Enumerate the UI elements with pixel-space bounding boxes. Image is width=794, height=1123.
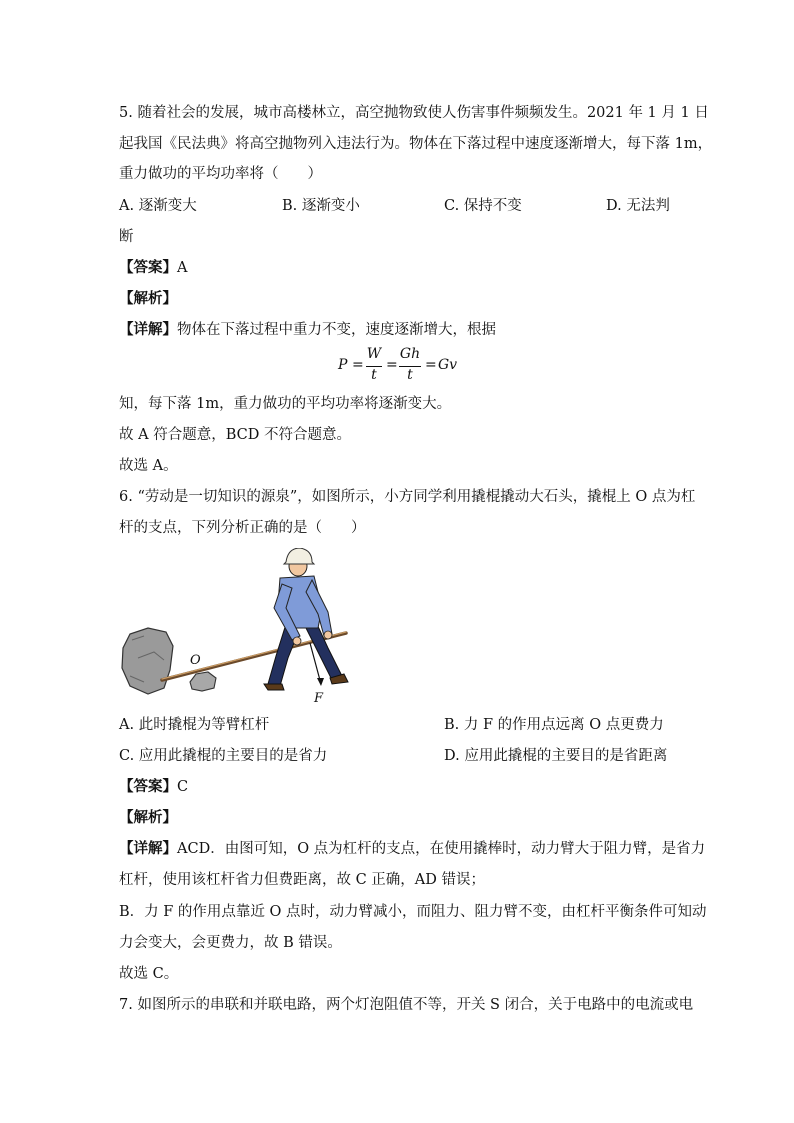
q6-line-1: 6. “劳动是一切知识的源泉”，如图所示，小方同学利用撬棍撬动大石头，撬棍上 O 点为杠 bbox=[119, 489, 696, 505]
power-formula bbox=[338, 346, 468, 386]
q6-detail-4: 力会变大，会更费力，故 B 错误。 bbox=[119, 935, 342, 951]
q6-analysis bbox=[119, 808, 177, 828]
q5-option-d-cont: 断 bbox=[119, 229, 134, 245]
q5-line-2: 起我国《民法典》将高空抛物列入违法行为。物体在下落过程中速度逐渐增大，每下落 1m， bbox=[119, 136, 713, 152]
q5-detail-3: 故 A 符合题意，BCD 不符合题意。 bbox=[119, 427, 351, 443]
formula-frac-gh-t bbox=[399, 346, 421, 386]
fulcrum-label-o: O bbox=[190, 653, 201, 668]
formula-eq-2: = bbox=[386, 357, 398, 373]
formula-t-1: t bbox=[371, 367, 377, 383]
q6-detail-1 bbox=[119, 839, 705, 859]
formula-gv: Gv bbox=[438, 357, 458, 373]
crowbar-figure bbox=[118, 548, 358, 708]
q5-analysis bbox=[119, 289, 177, 309]
detail-tag: 【详解】 bbox=[119, 840, 177, 857]
q5-option-a: A. 逐渐变大 bbox=[119, 198, 197, 214]
q5-line-3: 重力做功的平均功率将（ ） bbox=[119, 166, 322, 182]
q5-detail-2: 知，每下落 1m，重力做功的平均功率将逐渐变大。 bbox=[119, 396, 452, 412]
big-rock bbox=[122, 628, 173, 694]
q6-detail-3: B．力 F 的作用点靠近 O 点时，动力臂减小，而阻力、阻力臂不变，由杠杆平衡条件可知动 bbox=[119, 904, 707, 920]
q6-detail-5: 故选 C。 bbox=[119, 966, 179, 982]
q5-answer bbox=[119, 258, 187, 278]
q5-line-1: 5. 随着社会的发展，城市高楼林立，高空抛物致使人伤害事件频频发生。2021 年 1 月 1 日 bbox=[119, 105, 709, 121]
detail-tag: 【详解】 bbox=[119, 321, 177, 338]
formula-t-2: t bbox=[407, 367, 413, 383]
formula-eq-1: = bbox=[352, 357, 364, 373]
q6-option-a: A. 此时撬棍为等臂杠杆 bbox=[119, 717, 270, 733]
q6-option-b: B. 力 F 的作用点远离 O 点更费力 bbox=[444, 717, 664, 733]
q5-option-c: C. 保持不变 bbox=[444, 198, 522, 214]
formula-p: P bbox=[338, 357, 348, 373]
q5-option-b: B. 逐渐变小 bbox=[282, 198, 360, 214]
detail-text: ACD．由图可知，O 点为杠杆的支点，在使用撬棒时，动力臂大于阻力臂，是省力 bbox=[177, 841, 706, 857]
q6-line-2: 杆的支点，下列分析正确的是（ ） bbox=[119, 520, 366, 536]
q5-detail-1 bbox=[119, 320, 496, 340]
q6-answer bbox=[119, 777, 188, 797]
answer-value: C bbox=[177, 779, 189, 795]
fulcrum-rock bbox=[190, 672, 216, 691]
formula-frac-w-t bbox=[366, 346, 382, 386]
detail-text: 物体在下落过程中重力不变，速度逐渐增大，根据 bbox=[177, 322, 496, 338]
q5-detail-4: 故选 A。 bbox=[119, 458, 178, 474]
formula-gh: Gh bbox=[399, 346, 421, 362]
formula-w: W bbox=[366, 346, 382, 362]
analysis-tag: 【解析】 bbox=[119, 809, 177, 826]
answer-tag: 【答案】 bbox=[119, 259, 177, 276]
answer-tag: 【答案】 bbox=[119, 778, 177, 795]
analysis-tag: 【解析】 bbox=[119, 290, 177, 307]
q6-detail-2: 杠杆，使用该杠杆省力但费距离，故 C 正确，AD 错误； bbox=[119, 872, 486, 888]
q7-line-1: 7. 如图所示的串联和并联电路，两个灯泡阻值不等，开关 S 闭合，关于电路中的电流或电 bbox=[119, 997, 694, 1013]
q5-option-d: D. 无法判 bbox=[606, 198, 670, 214]
answer-value: A bbox=[177, 260, 188, 276]
helmet bbox=[284, 548, 314, 564]
q6-option-d: D. 应用此撬棍的主要目的是省距离 bbox=[444, 748, 668, 764]
force-label-f: F bbox=[314, 691, 324, 706]
q6-option-c: C. 应用此撬棍的主要目的是省力 bbox=[119, 748, 328, 764]
formula-eq-3: = bbox=[425, 357, 437, 373]
